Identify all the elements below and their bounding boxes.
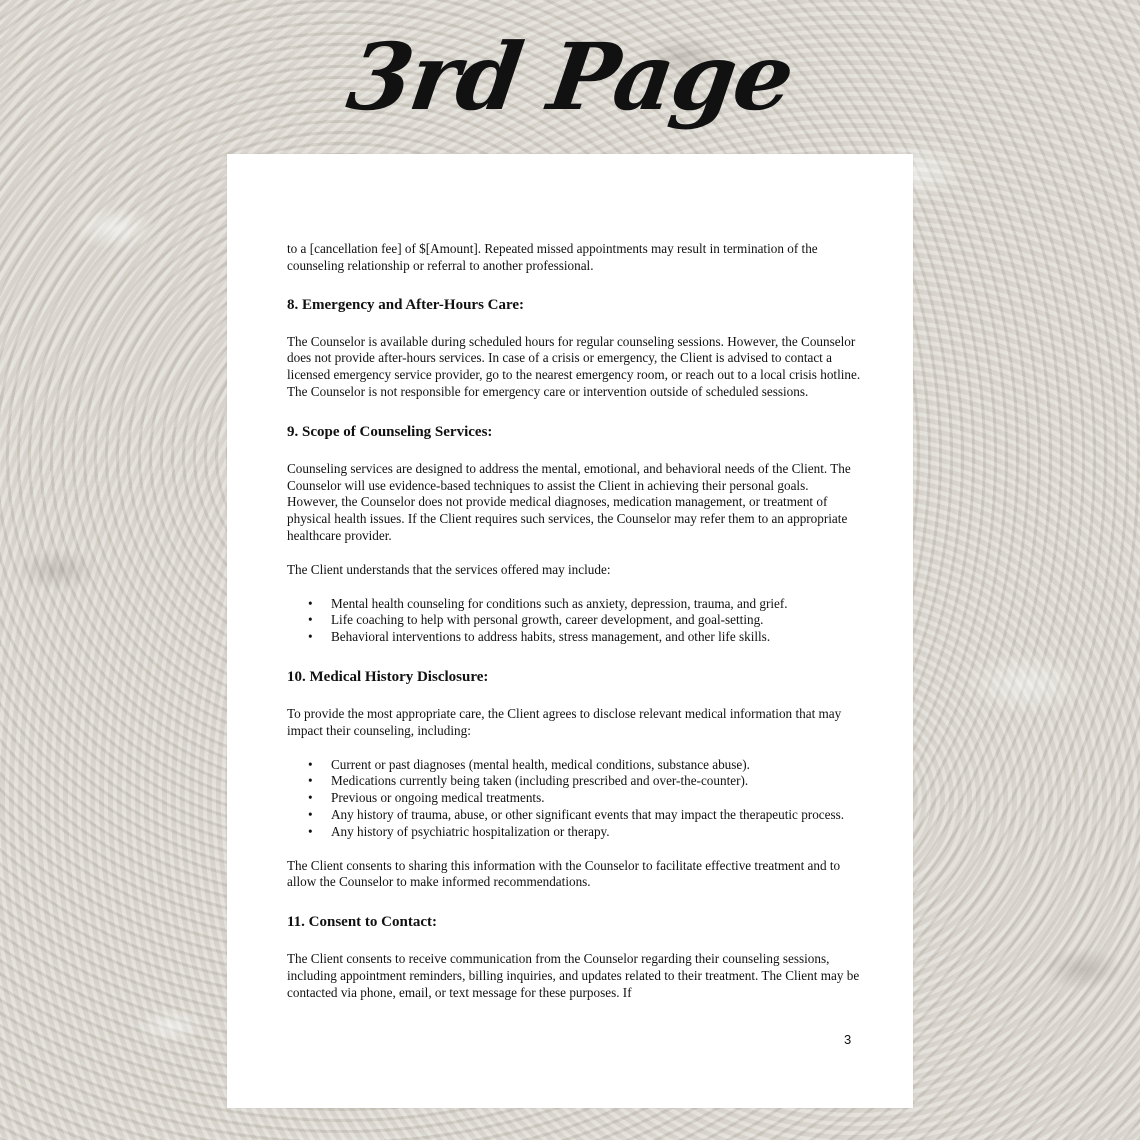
bullet-icon: • (308, 612, 313, 628)
bullet-icon: • (308, 629, 313, 645)
document-page (227, 154, 913, 1108)
bullet-icon: • (308, 806, 313, 822)
medical-bullet-list (287, 757, 862, 841)
section-paragraph: The Client consents to receive communication from the Counselor regarding their counseling sessions, including appointment reminders, billing inquiries, and updates related to their treatment. The Client may be contacted via phone, email, or text message for these purposes. If (287, 951, 860, 1000)
bullet-icon: • (308, 756, 313, 772)
section-paragraph: Counseling services are designed to address the mental, emotional, and behavioral needs of the Client. The Counselor will use evidence-based techniques to assist the Client in achieving their personal goals. However, the Counselor does not provide medical diagnoses, medication management, or treatment of physical health issues. If the Client requires such services, the Counselor may refer them to an appropriate healthcare provider. (287, 460, 851, 543)
list-item-text: Current or past diagnoses (mental health, medical conditions, substance abuse). (331, 756, 750, 772)
list-item-text: Mental health counseling for conditions such as anxiety, depression, trauma, and grief. (331, 595, 788, 611)
services-bullet-list (287, 596, 862, 646)
list-item (287, 824, 862, 841)
banner-title: 3rd Page (341, 23, 799, 131)
list-item-text: Previous or ongoing medical treatments. (331, 790, 545, 806)
list-item (287, 612, 862, 629)
section-heading-scope: 9. Scope of Counseling Services: (287, 423, 493, 440)
list-item-text: Life coaching to help with personal growth, career development, and goal-setting. (331, 612, 764, 628)
list-item (287, 629, 862, 646)
intro-paragraph: to a [cancellation fee] of $[Amount]. Repeated missed appointments may result in termination of the counseling relationship or referral to another professional. (287, 241, 818, 273)
section-heading-medical-history: 10. Medical History Disclosure: (287, 668, 489, 685)
page-number: 3 (844, 1032, 852, 1047)
section-paragraph: To provide the most appropriate care, the Client agrees to disclose relevant medical information that may impact their counseling, including: (287, 705, 842, 738)
list-item-text: Behavioral interventions to address habits, stress management, and other life skills. (331, 629, 771, 645)
bullet-icon: • (308, 773, 313, 789)
section-heading-emergency: 8. Emergency and After-Hours Care: (287, 296, 525, 313)
list-item (287, 773, 862, 790)
section-paragraph: The Client understands that the services offered may include: (287, 561, 611, 577)
bullet-icon: • (308, 823, 313, 839)
list-item-text: Medications currently being taken (including prescribed and over-the-counter). (331, 773, 749, 789)
list-item (287, 807, 862, 824)
list-item (287, 596, 862, 613)
list-item-text: Any history of trauma, abuse, or other significant events that may impact the therapeutic process. (331, 806, 845, 822)
section-heading-consent-to-contact: 11. Consent to Contact: (287, 914, 437, 931)
section-paragraph: The Client consents to sharing this information with the Counselor to facilitate effective treatment and to allow the Counselor to make informed recommendations. (287, 857, 841, 890)
list-item-text: Any history of psychiatric hospitalization or therapy. (331, 823, 610, 839)
list-item (287, 790, 862, 807)
page-content (287, 241, 862, 1019)
bullet-icon: • (308, 595, 313, 611)
list-item (287, 757, 862, 774)
bullet-icon: • (308, 790, 313, 806)
section-paragraph: The Counselor is available during scheduled hours for regular counseling sessions. However, the Counselor does not provide after-hours services. In case of a crisis or emergency, the Client is advised to contact a licensed emergency service provider, go to the nearest emergency room, or reach out to a local crisis hotline. The Counselor is not responsible for emergency care or intervention outside of scheduled sessions. (287, 333, 861, 399)
